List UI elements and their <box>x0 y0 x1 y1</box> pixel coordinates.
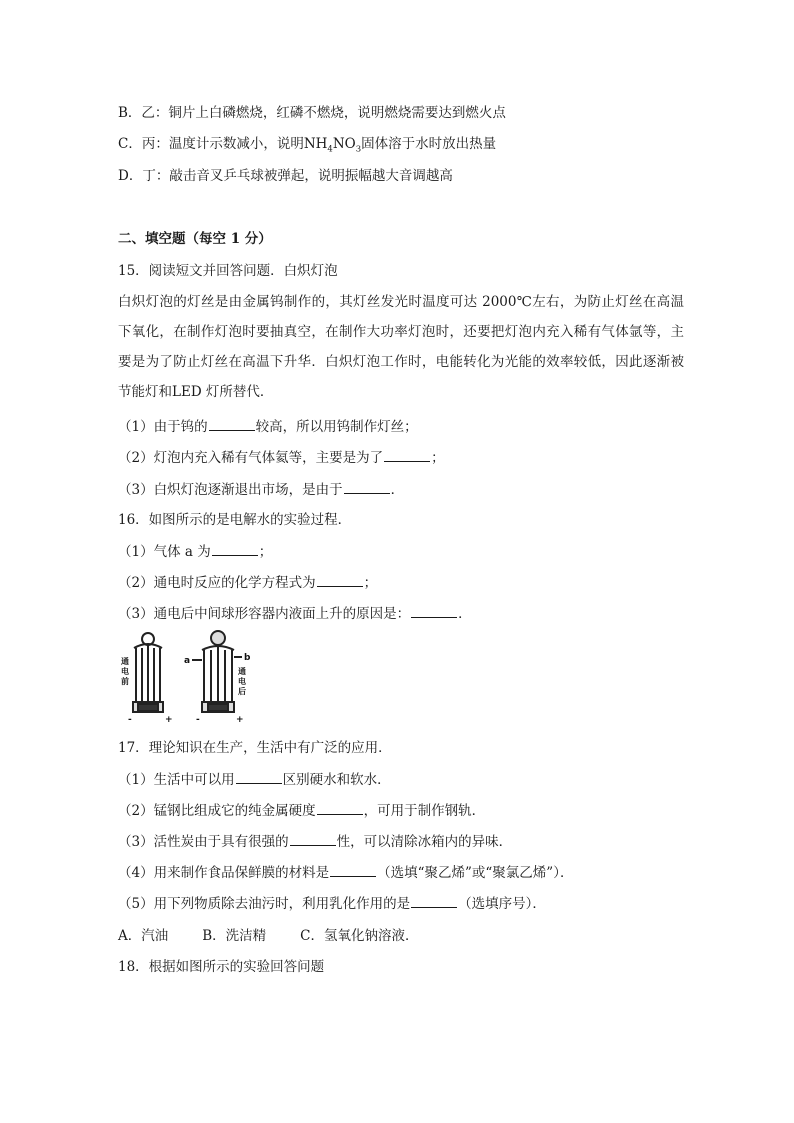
question-16-sub-2 <box>118 572 377 593</box>
option-d: D．丁：敲击音叉乒乓球被弹起，说明振幅越大音调越高 <box>118 168 453 184</box>
label-after: 通电后 <box>238 667 246 696</box>
answer-blank[interactable] <box>236 769 282 784</box>
answer-blank[interactable] <box>290 831 336 846</box>
plus-sign: + <box>236 715 244 724</box>
sub-text: 较高，所以用钨制作灯丝； <box>255 419 418 435</box>
answer-blank[interactable] <box>344 479 390 494</box>
apparatus-after <box>192 631 242 712</box>
option-b: B．乙：铜片上白磷燃烧，红磷不燃烧，说明燃烧需要达到燃火点 <box>118 105 506 121</box>
sub-text: （1）生活中可以用 <box>118 772 235 788</box>
sub-text: （3）活性炭由于具有很强的 <box>118 834 289 850</box>
subscript: 4 <box>327 144 333 155</box>
answer-blank[interactable] <box>411 893 457 908</box>
electrolysis-figure <box>118 630 280 724</box>
sub-text: （选填“聚乙烯”或“聚氯乙烯”）． <box>377 865 574 881</box>
answer-blank[interactable] <box>212 541 258 556</box>
sub-text: ； <box>258 544 273 560</box>
sub-text: ． <box>390 482 405 498</box>
plus-sign: + <box>165 715 173 724</box>
sub-text: （4）用来制作食品保鲜膜的材料是 <box>118 865 330 881</box>
sub-text: （2）锰钢比组成它的纯金属硬度 <box>118 803 316 819</box>
sub-text: 性，可以清除冰箱内的异味． <box>336 834 513 850</box>
question-15-head: 15．阅读短文并回答问题．白炽灯泡 <box>118 263 338 279</box>
sub-text: （2）灯泡内充入稀有气体氦等，主要是为了 <box>118 450 384 466</box>
question-16-sub-3 <box>118 603 472 624</box>
question-15-sub-3 <box>118 479 404 500</box>
sub-text: （2）通电时反应的化学方程式为 <box>118 575 316 591</box>
answer-blank[interactable] <box>317 800 363 815</box>
sub-text: （1）气体 a 为 <box>118 544 211 560</box>
subscript: 3 <box>355 144 362 155</box>
answer-blank[interactable] <box>384 447 430 462</box>
answer-blank[interactable] <box>317 572 363 587</box>
question-17-sub-5 <box>118 893 546 914</box>
sub-text: ． <box>458 606 472 622</box>
sub-text: ； <box>431 450 445 466</box>
question-15-passage: 白炽灯泡的灯丝是由金属钨制作的，其灯丝发光时温度可达 2000℃左右，为防止灯丝在高温下氧化，在制作灯泡时要抽真空，在制作大功率灯泡时，还要把灯泡内充入稀有气体氩等，主要是为了防止灯丝在高温下升华．白炽灯泡工作时，电能转化为光能的效率较低，因此逐渐被节能灯和LED 灯所替代． <box>118 294 684 400</box>
sub-text: （1）由于钨的 <box>118 419 208 435</box>
minus-sign: - <box>196 715 200 724</box>
question-17-sub-1 <box>118 769 391 790</box>
sub-text: ； <box>363 575 378 591</box>
option-c-text: NO <box>332 136 356 152</box>
question-18-head: 18．根据如图所示的实验回答问题 <box>118 959 325 975</box>
question-15-sub-1 <box>118 416 418 437</box>
choice-b: B．洗洁精 <box>202 928 267 944</box>
sub-text: （5）用下列物质除去油污时，利用乳化作用的是 <box>118 896 411 912</box>
option-c-text: C．丙：温度计示数减小，说明NH <box>118 136 328 152</box>
section-title: 二、填空题（每空 1 分） <box>118 231 272 247</box>
option-c-text: 固体溶于水时放出热量 <box>361 136 497 152</box>
answer-blank[interactable] <box>411 603 457 618</box>
question-17-sub-3 <box>118 831 512 852</box>
question-17-choices <box>118 926 419 946</box>
apparatus-before <box>133 633 163 712</box>
question-16-sub-1 <box>118 541 272 562</box>
question-17-head: 17．理论知识在生产，生活中有广泛的应用． <box>118 740 392 756</box>
question-17-sub-4 <box>118 862 573 883</box>
question-16-head: 16．如图所示的是电解水的实验过程． <box>118 512 352 528</box>
answer-blank[interactable] <box>330 862 376 877</box>
gas-a-label: a <box>184 656 191 666</box>
choice-c: C．氢氧化钠溶液． <box>300 928 419 944</box>
option-c <box>118 134 496 160</box>
answer-blank[interactable] <box>209 416 255 431</box>
sub-text: ，可用于制作钢轨． <box>363 803 486 819</box>
sub-text: （3）通电后中间球形容器内液面上升的原因是： <box>118 606 411 622</box>
question-15-sub-2 <box>118 447 445 468</box>
label-before: 通电前 <box>121 657 129 686</box>
sub-text: （选填序号）． <box>458 896 546 912</box>
minus-sign: - <box>128 715 132 724</box>
gas-b-label: b <box>244 653 251 663</box>
choice-a: A．汽油 <box>118 928 169 944</box>
sub-text: 区别硬水和软水． <box>282 772 391 788</box>
question-17-sub-2 <box>118 800 485 821</box>
sub-text: （3）白炽灯泡逐渐退出市场，是由于 <box>118 482 343 498</box>
